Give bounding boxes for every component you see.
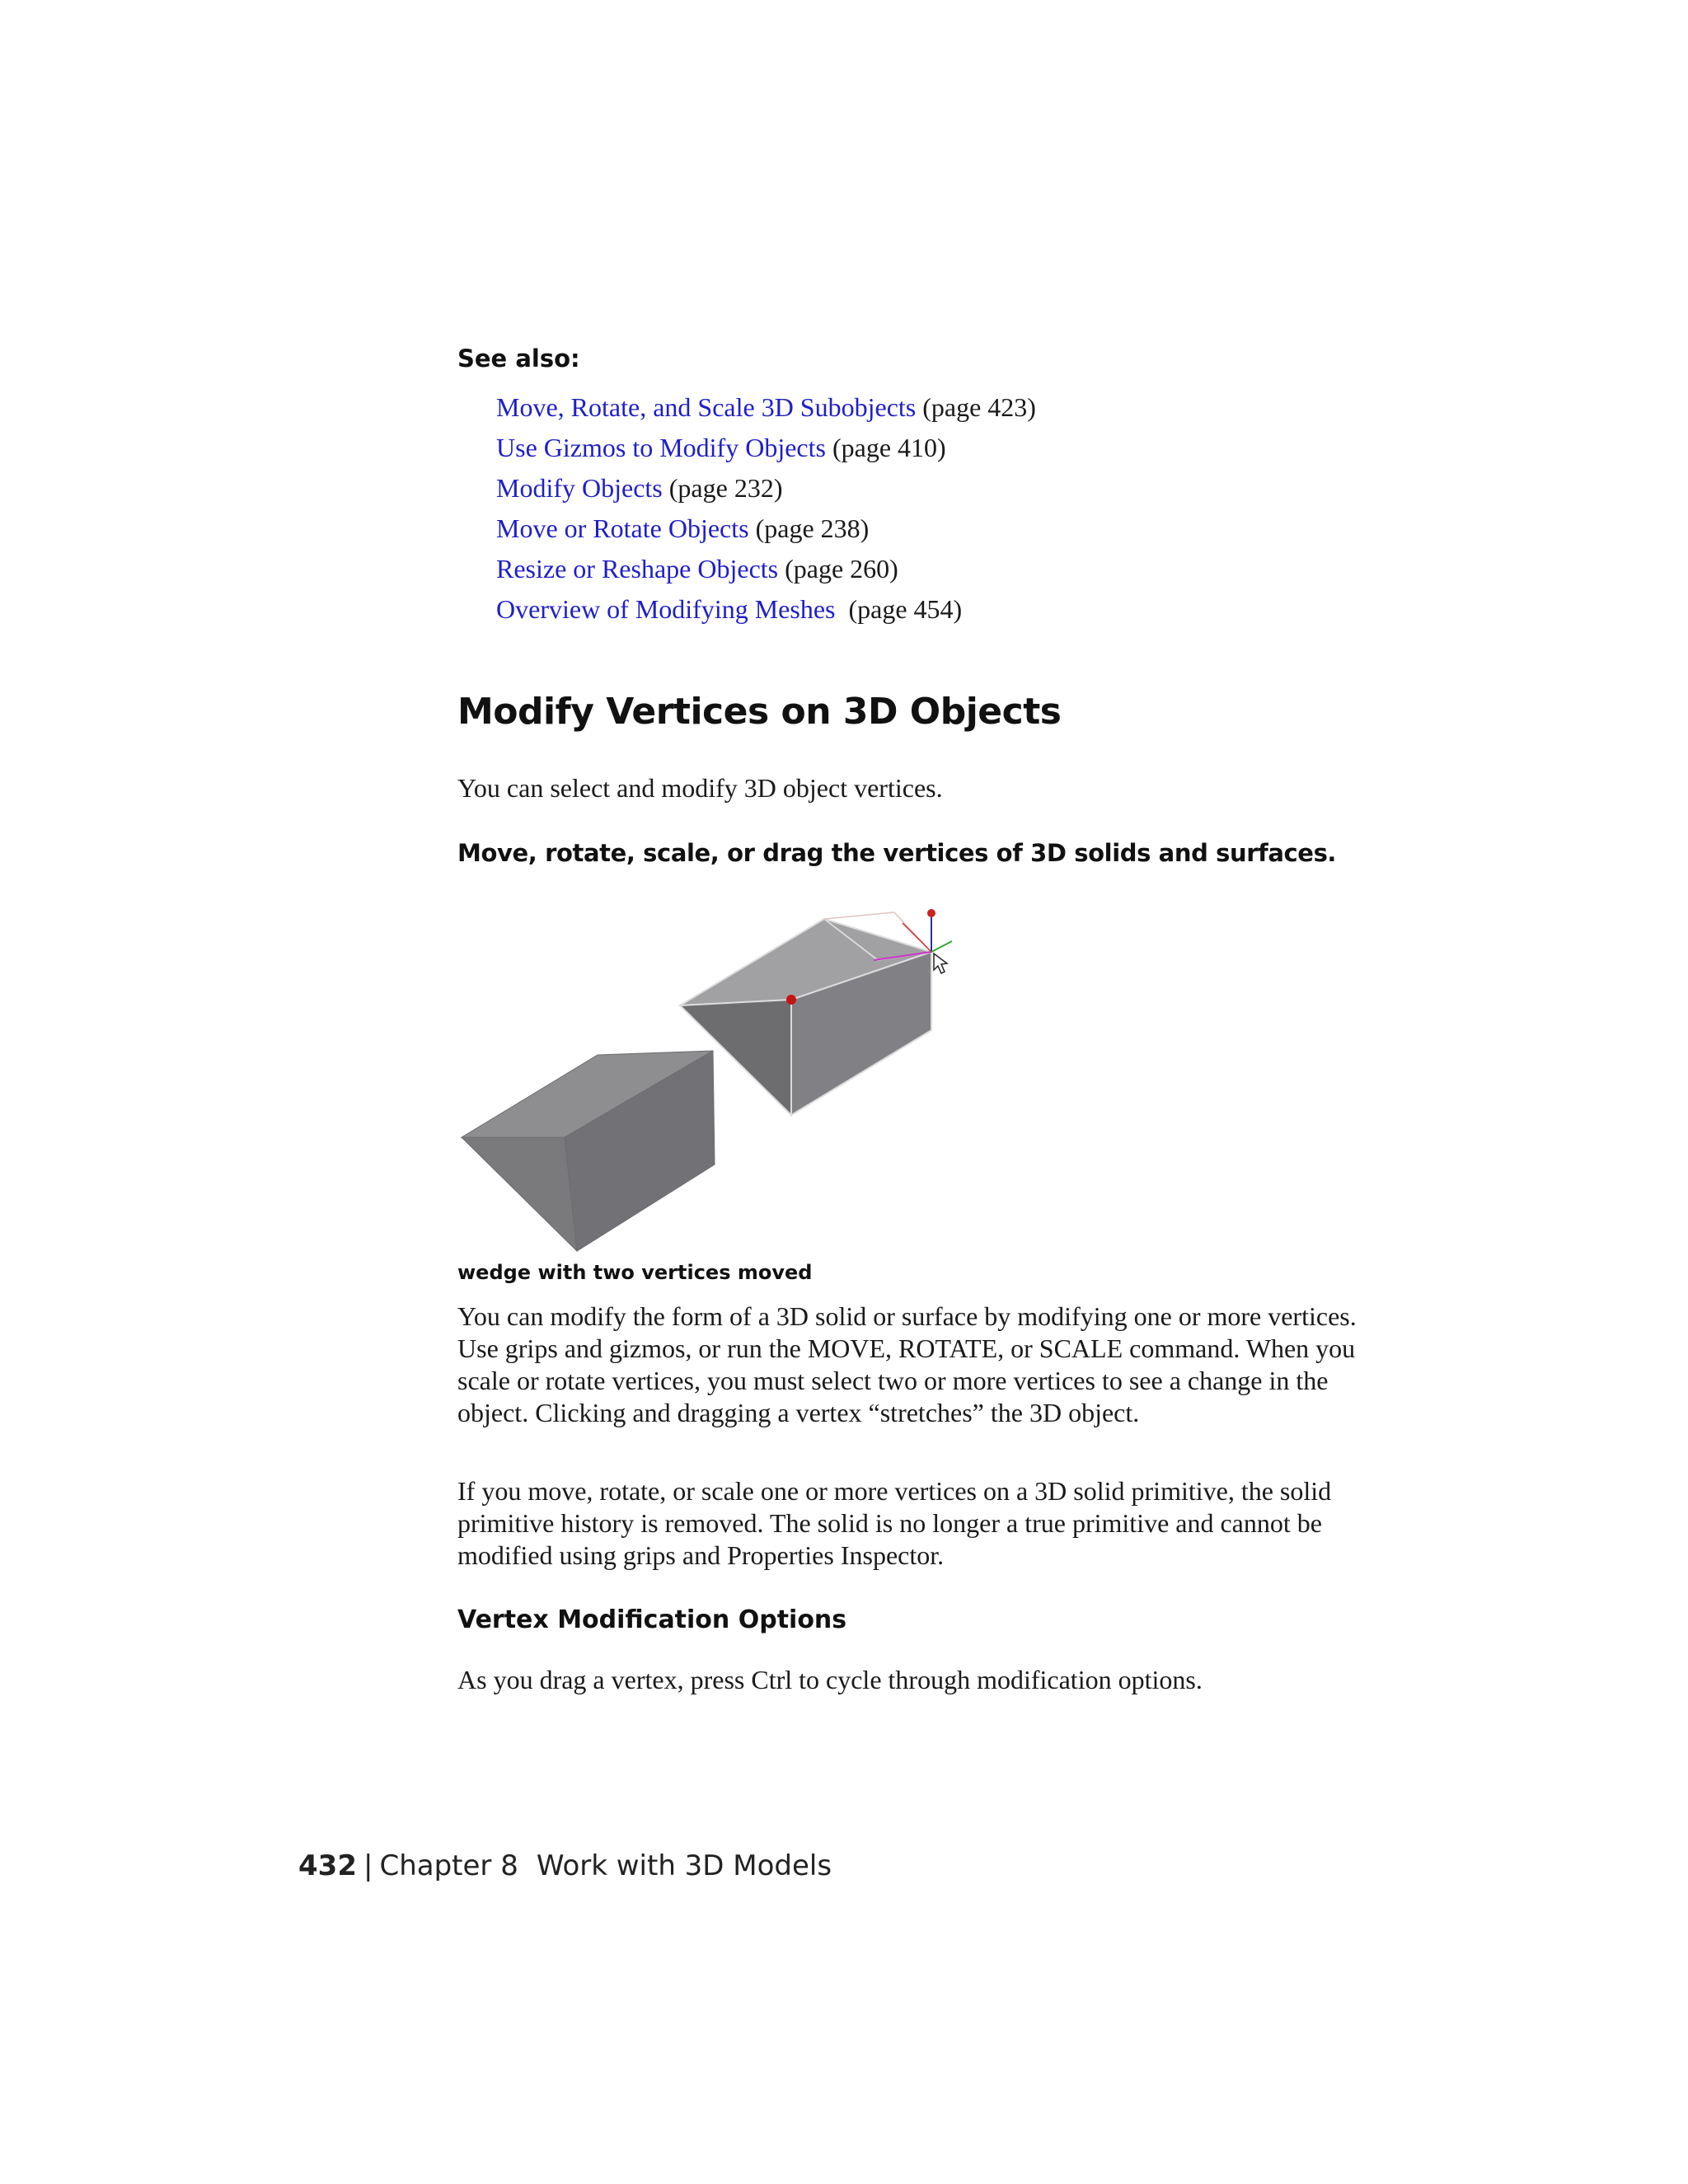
page-number: 432: [298, 1849, 357, 1882]
link-overview-modifying-meshes[interactable]: Overview of Modifying Meshes: [496, 594, 836, 624]
modified-wedge: [680, 912, 931, 1115]
list-item: [496, 468, 1036, 509]
link-move-rotate-scale-subobjects[interactable]: Move, Rotate, and Scale 3D Subobjects: [496, 392, 917, 422]
page-ref: (page 238): [755, 513, 870, 543]
chapter-label: Chapter 8: [379, 1849, 518, 1882]
paragraph-modify-form: You can modify the form of a 3D solid or surface by modifying one or more vertices. Use grips and gizmos, or run the MOVE, ROTATE, or SCALE command. When you scale or rotate vertices, you must select two or more vertices to see a change in the object. Clicking and dragging a vertex “stretches” the 3D object.: [457, 1301, 1357, 1427]
link-modify-objects[interactable]: Modify Objects: [496, 473, 663, 503]
section-title: Modify Vertices on 3D Objects: [457, 691, 1062, 733]
page-footer: [298, 1849, 832, 1882]
list-item: [496, 387, 1036, 428]
list-item: [496, 509, 1036, 549]
link-use-gizmos[interactable]: Use Gizmos to Modify Objects: [496, 433, 826, 462]
wedge-illustration: [457, 902, 968, 1257]
list-item: [496, 589, 1036, 630]
link-resize-or-reshape-objects[interactable]: Resize or Reshape Objects: [496, 554, 779, 583]
wedge-figure: [457, 902, 968, 1257]
page-ref: (page 423): [922, 392, 1036, 422]
link-move-or-rotate-objects[interactable]: Move or Rotate Objects: [496, 513, 749, 543]
chapter-title: Work with 3D Models: [536, 1849, 832, 1882]
see-also-list: [496, 387, 1036, 630]
vertex-grip-icon: [786, 995, 796, 1005]
see-also-heading: See also:: [457, 344, 580, 373]
cursor-icon: [934, 954, 947, 973]
list-item: [496, 428, 1036, 468]
paragraph-primitive-history: If you move, rotate, or scale one or more vertices on a 3D solid primitive, the solid primitive history is removed. The solid is no longer a true primitive and cannot be modified using grips and Properties Inspector.: [457, 1476, 1332, 1570]
subheading: Move, rotate, scale, or drag the vertices of 3D solids and surfaces.: [457, 839, 1337, 867]
page-ref: (page 260): [785, 554, 898, 583]
page-ref: (page 232): [668, 473, 783, 503]
options-heading: Vertex Modification Options: [457, 1605, 847, 1634]
footer-separator: |: [363, 1849, 373, 1882]
figure-caption: wedge with two vertices moved: [457, 1261, 813, 1284]
original-wedge: [462, 1051, 715, 1251]
list-item: [496, 549, 1036, 589]
options-text: As you drag a vertex, press Ctrl to cycle through modification options.: [457, 1665, 1203, 1694]
page-ref: (page 454): [848, 594, 963, 624]
page-ref: (page 410): [832, 433, 946, 462]
intro-text: You can select and modify 3D object vertices.: [457, 773, 943, 803]
